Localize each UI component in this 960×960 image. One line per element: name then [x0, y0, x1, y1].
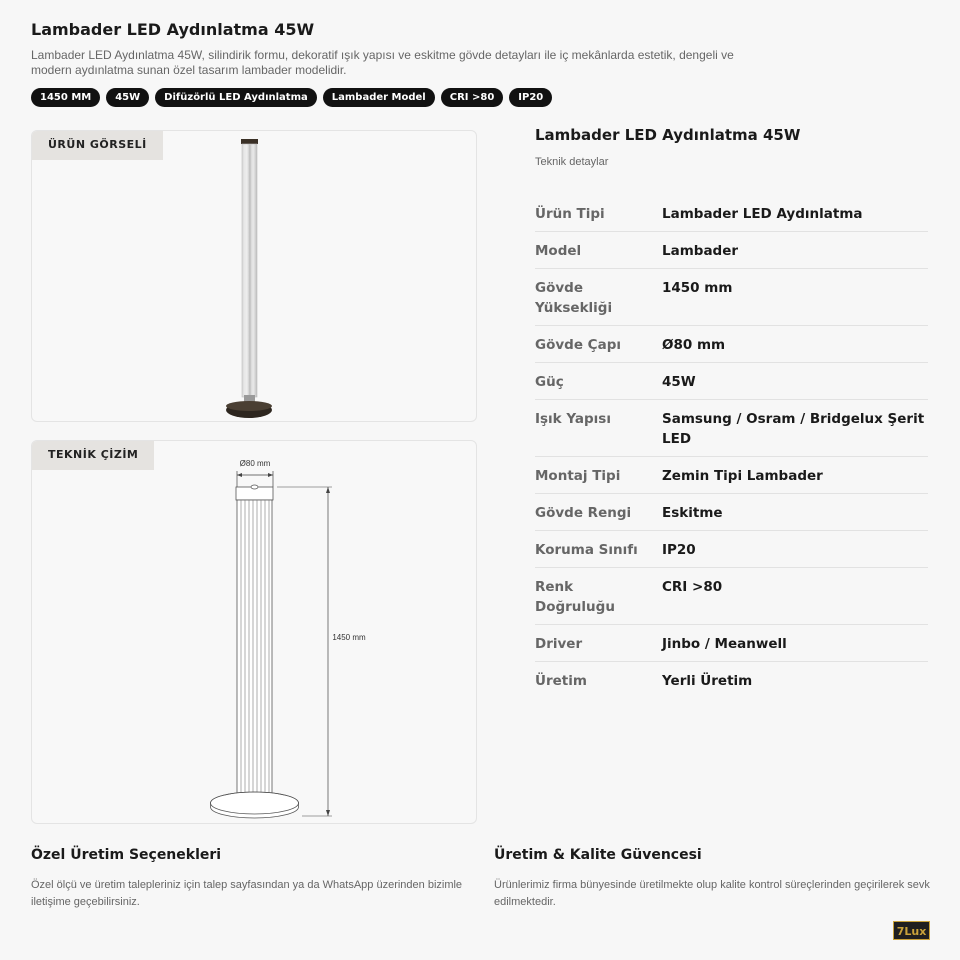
spec-key: Driver [535, 636, 583, 652]
spec-value: Yerli Üretim [662, 673, 753, 689]
page-description: Lambader LED Aydınlatma 45W, silindirik formu, dekoratif ışık yapısı ve eskitme gövde detayları ile iç mekânlarda estetik, dengeli ve modern aydınlatma sunan özel tasarım lambader modelidir. [31, 48, 734, 77]
product-image [32, 131, 477, 422]
spec-row [535, 625, 928, 662]
spec-key: Renk Doğruluğu [535, 579, 615, 615]
spec-key: Üretim [535, 673, 587, 689]
spec-row [535, 457, 928, 494]
spec-value: 45W [662, 374, 696, 390]
spec-value: Lambader LED Aydınlatma [662, 206, 863, 222]
tag-height: 1450 MM [31, 88, 100, 107]
diameter-dimension-label: Ø80 mm [239, 459, 271, 468]
product-image-label: ÜRÜN GÖRSELİ [32, 131, 163, 160]
quality-text: Ürünlerimiz firma bünyesinde üretilmekte olup kalite kontrol süreçlerinden geçirilerek sevk edilmektedir. [494, 879, 930, 908]
spec-table [535, 195, 928, 698]
tag-model: Lambader Model [323, 88, 435, 107]
spec-value: Lambader [662, 243, 739, 259]
spec-row [535, 400, 928, 457]
brand-logo: 7Lux [893, 921, 930, 940]
spec-key: Gövde Rengi [535, 505, 632, 521]
technical-drawing [32, 441, 477, 824]
spec-row [535, 531, 928, 568]
spec-value: Eskitme [662, 505, 723, 521]
spec-row [535, 326, 928, 363]
custom-production-text: Özel ölçü ve üretim talepleriniz için talep sayfasından ya da WhatsApp üzerinden bizimle iletişime geçebilirsiniz. [31, 879, 463, 908]
spec-key: Montaj Tipi [535, 468, 621, 484]
spec-value: Ø80 mm [662, 337, 726, 353]
tag-cri: CRI >80 [441, 88, 504, 107]
spec-key: Gövde Çapı [535, 337, 621, 353]
spec-key: Model [535, 243, 582, 259]
product-image-card [31, 130, 477, 422]
spec-row [535, 662, 928, 698]
spec-value: CRI >80 [662, 579, 723, 595]
custom-production-title: Özel Üretim Seçenekleri [31, 847, 222, 863]
spec-row [535, 195, 928, 232]
technical-drawing-card [31, 440, 477, 824]
technical-drawing-label: TEKNİK ÇİZİM [32, 441, 154, 470]
quality-title: Üretim & Kalite Güvencesi [494, 847, 702, 863]
spec-value: Zemin Tipi Lambader [662, 468, 823, 484]
height-dimension-label: 1450 mm [332, 633, 366, 642]
spec-row [535, 269, 928, 326]
spec-key: Güç [535, 374, 564, 390]
spec-row [535, 232, 928, 269]
spec-value: IP20 [662, 542, 696, 558]
spec-title: Lambader LED Aydınlatma 45W [535, 126, 801, 144]
spec-key: Işık Yapısı [535, 411, 611, 427]
tag-power: 45W [106, 88, 149, 107]
tag-diffuser: Difüzörlü LED Aydınlatma [155, 88, 317, 107]
spec-value: 1450 mm [662, 280, 733, 296]
spec-value: Jinbo / Meanwell [662, 636, 787, 652]
spec-key: Ürün Tipi [535, 206, 605, 222]
tag-ip: IP20 [509, 88, 552, 107]
spec-row [535, 363, 928, 400]
spec-row [535, 494, 928, 531]
page-title: Lambader LED Aydınlatma 45W [31, 20, 315, 39]
tag-list [31, 88, 552, 107]
spec-value: Samsung / Osram / Bridgelux Şerit LED [662, 411, 925, 447]
spec-key: Koruma Sınıfı [535, 542, 638, 558]
spec-subtitle: Teknik detaylar [535, 156, 609, 168]
spec-key: Gövde Yüksekliği [535, 280, 613, 316]
spec-row [535, 568, 928, 625]
